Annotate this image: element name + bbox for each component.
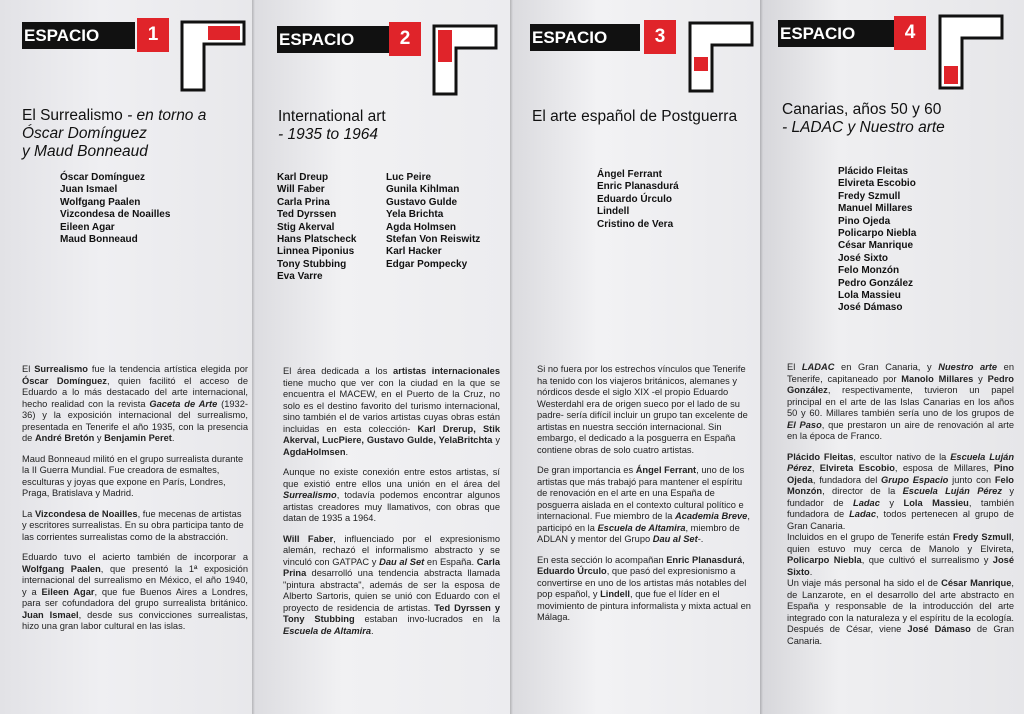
paragraph: El LADAC en Gran Canaria, y Nuestro arte en Tenerife, capitaneado por Manolo Millares y Pedro González, respectivamente, tuvieron un papel principal en el arte de las Islas Canarias en los años 50 y 60. Millares también sería uno de los grupos de El Paso, que prestaron un aire de renovación al arte en la época de Franco. [787,362,1014,441]
paragraph: En esta sección lo acompañan Enric Planasdurá, Eduardo Úrculo, que pasó del expresionismo a convertirse en uno de los artistas más notables del pop español, y Lindell, que fue el líder en el movimiento de pintura informalista y mixta actual en Málaga. [537,554,751,622]
artist-name: Fredy Szmull [838,190,901,202]
artist-name: Vizcondesa de Noailles [60,209,171,221]
espacio-logo-icon [432,24,498,96]
artist-name: Will Faber [277,184,325,196]
paragraph: Aunque no existe conexión entre estos artistas, sí que existió entre ellos una unión en el área del Surrealismo, todavía podemos encontrar algunos artistas creadores muy llamativos, con obras que datan de 1935 a 1964. [283,467,500,523]
panel-header [277,22,502,58]
panel-body-text [22,364,248,642]
title-line: El Surrealismo [22,107,123,124]
artist-name: Cristino de Vera [597,218,674,230]
artist-name: Maud Bonneaud [60,234,138,246]
espacio-label: ESPACIO [277,26,389,53]
artist-name: José Sixto [838,252,889,264]
artist-name: Ángel Ferrant [597,169,663,180]
panel-title [278,108,503,144]
artist-name: Linnea Piponius [277,246,355,258]
artist-name: Óscar Domínguez [60,172,146,183]
artist-list [597,169,679,231]
paragraph: El área dedicada a los artistas internacionales tiene mucho que ver con la ciudad en la que se encuentra el MACEW, en el Puerto de la Cruz, no solo es el destino favorito del turismo internacional, sino también el de varios artistas cuyas obras están incluidas en esta colección- Karl Drerup, Stik Akerval, LucPiere, Gustavo Gulde, YelaBritchta y AgdaHolmsen. [283,366,500,457]
artist-name: Enric Planasdurá [597,181,679,193]
paragraph: Eduardo tuvo el acierto también de incorporar a Wolfgang Paalen, que presentó la 1ª exposición internacional del surrealismo en México, el año 1940, y a Eileen Agar, que fue Buenos Aires a Londres, para ser cofundadora del grupo surrealista británico. Juan Ismael, desde sus convicciones surrealistas, hizo una gran labor cultural en las islas. [22,552,248,631]
artist-name: Gustavo Gulde [386,196,458,208]
artist-name: Stig Akerval [277,221,335,233]
artist-name: Ted Dyrssen [277,209,337,221]
artist-name: César Manrique [838,240,914,252]
artist-name: Plácido Fleitas [838,166,909,177]
panel-body-text [283,366,500,646]
artist-list [277,172,357,284]
title-line: - LADAC y Nuestro arte [782,119,945,136]
artist-name: Manuel Millares [838,203,913,215]
artist-name: Eduardo Úrculo [597,193,673,205]
artist-name: Stefan Von Reiswitz [386,234,481,246]
paragraph: Un viaje más personal ha sido el de César Manrique, de Lanzarote, en el desarrollo del arte abstracto en España y responsable de la introducción del arte integrado con la naturaleza y el espíritu de la ecología. Después de César, viene José Dámaso de Gran Canaria. [787,578,1014,646]
espacio-number: 2 [389,22,421,56]
panel-espacio-2 [252,0,510,714]
panel-header [778,16,1018,52]
title-line: El arte español de Postguerra [532,108,738,125]
panel-title [782,101,1017,137]
artist-name: Eileen Agar [60,221,115,233]
paragraph: Plácido Fleitas, escultor nativo de la Escuela Luján Pérez, Elvireta Escobio, esposa de Millares, Pino Ojeda, fundadora del Grupo Espacio junto con Felo Monzón, director de la Escuela Luján Pérez y fundador de Ladac y Lola Massieu, también fundadora de Ladac, todos pertenecen al grupo de Gran Canaria. [787,451,1014,531]
espacio-label: ESPACIO [778,20,894,47]
panel-title [22,107,247,161]
espacio-number: 4 [894,16,926,50]
artist-name: Yela Brichta [386,209,444,221]
artist-name: Juan Ismael [60,184,118,196]
artist-name: Carla Prina [277,196,330,208]
artist-name: Tony Stubbing [277,258,347,270]
paragraph: El Surrealismo fue la tendencia artística elegida por Óscar Domínguez, quien facilitó el acceso de Eduardo a lo más destacado del arte internacional, hecho realidad con la revista Gaceta de Arte (1932-36) y la exposición internacional del surrealismo, presentada en Tenerife el año 1935, con la presencia de André Bretón y Benjamin Peret. [22,364,248,443]
panel-espacio-1 [0,0,252,714]
panel-body-text [537,364,755,633]
espacio-logo-icon [938,14,1004,90]
fold-shadow [510,0,513,714]
espacio-logo-icon [688,21,754,93]
artist-name: Luc Peire [386,172,432,183]
panel-header [530,20,755,56]
panel-header [22,18,247,54]
title-line: Canarias, años 50 y 60 [782,101,942,118]
paragraph: Si no fuera por los estrechos vínculos que Tenerife ha tenido con los viajeros británicos, alemanes y nórdicos desde el siglo XIX -el propio Eduardo Westerdahl era de origen sueco por el lado de su padre- sería difícil incluir un grupo tan excelente de artistas en nuestra sección internacional. Sin embargo, el dedicado a la posguerra en España contiene obras de solo cuatro artistas. [537,364,748,455]
fold-shadow [252,0,255,714]
artist-name: Lindell [597,206,630,218]
paragraph: La Vizcondesa de Noailles, fue mecenas de artistas y escritores surrealistas. En su obra participa tanto de las corrientes surrealistas como de la abstracción. [22,508,244,542]
artist-list [838,166,916,315]
artist-name: Karl Hacker [386,246,442,258]
title-italic: - en torno a [122,107,207,124]
artist-name: Pino Ojeda [838,215,891,227]
artist-name: Hans Platscheck [277,234,357,246]
artist-list [386,172,480,271]
artist-name: Edgar Pompecky [386,258,468,270]
espacio-number: 3 [644,20,676,54]
espacio-logo-icon [180,20,246,92]
paragraph: Maud Bonneaud militó en el grupo surrealista durante la II Guerra Mundial. Fue creadora de esmaltes, esculturas y joyas que expone en París, Londres, Praga, Bratislava y Madrid. [22,453,244,498]
artist-list [60,172,170,246]
artist-name: Pedro González [838,277,914,289]
title-line: Óscar Domínguez [22,125,147,142]
artist-name: José Dámaso [838,302,903,314]
panel-espacio-4 [760,0,1024,714]
artist-name: Agda Holmsen [386,221,457,233]
artist-name: Karl Dreup [277,172,329,183]
title-line: - 1935 to 1964 [278,126,378,143]
artist-name: Wolfgang Paalen [60,196,141,208]
artist-name: Lola Massieu [838,290,901,302]
fold-shadow [760,0,763,714]
espacio-number: 1 [137,18,169,52]
panel-title [532,108,757,126]
title-line: International art [278,108,386,125]
espacio-label: ESPACIO [530,24,640,51]
artist-name: Felo Monzón [838,265,900,277]
espacio-label: ESPACIO [22,22,135,49]
panel-espacio-3 [510,0,760,714]
paragraph: Will Faber, influenciado por el expresionismo alemán, rechazó el informalismo abstracto y se vinculó con GATPAC y Dau al Set en España. Carla Prina desarrolló una tendencia abstracta llamada "pintura abstracta", además de ser la esposa de Alberto Sartoris, quien se unió con Eduardo con el proyecto de residencia de artistas. Ted Dyrssen y Tony Stubbing estaban invo-lucrados en la Escuela de Altamira. [283,533,501,636]
panel-body-text [787,362,1014,656]
paragraph: De gran importancia es Ángel Ferrant, uno de los artistas que más trabajó para mantener el espíritu de renovación en el arte en una España de posguerra aislada en el contexto cultural político e internacional. Fue miembro de la Academia Breve, participó en la Escuela de Altamira, miembro de ADLAN y mentor del Grupo Dau al Set-. [537,465,750,544]
artist-name: Eva Varre [277,271,323,283]
paragraph: Incluidos en el grupo de Tenerife están Fredy Szmull, quien estuvo muy cerca de Manolo y Elvireta, Policarpo Niebla, que cultivó el surrealismo y José Sixto. [787,532,1014,577]
artist-name: Policarpo Niebla [838,228,917,240]
artist-name: Elvireta Escobio [838,178,916,190]
artist-name: Gunila Kihlman [386,184,460,196]
title-line: y Maud Bonneaud [22,143,148,160]
